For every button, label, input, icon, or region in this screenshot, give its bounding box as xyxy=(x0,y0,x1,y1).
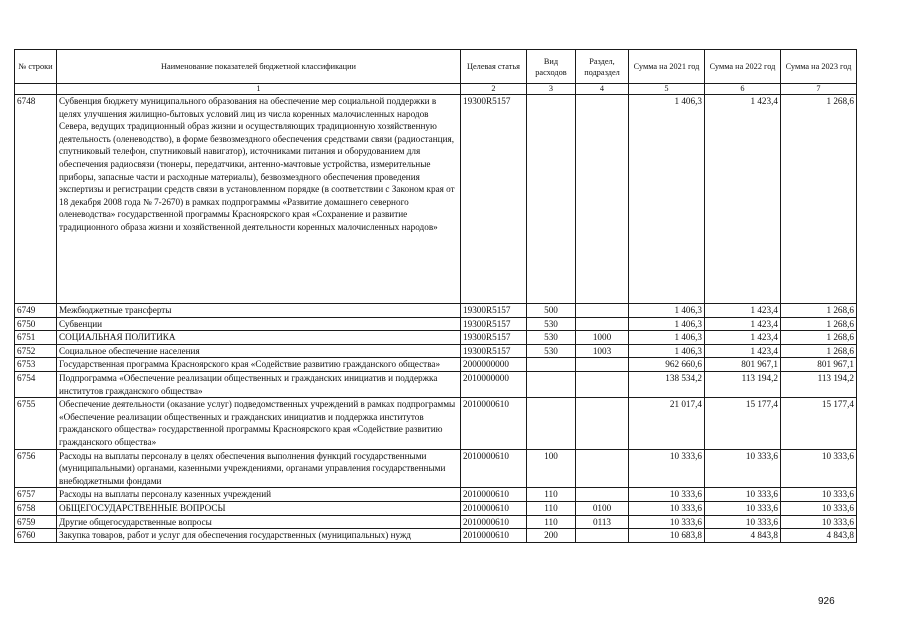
target-article-cell: 19300R5157 xyxy=(461,317,527,331)
indicator-name-cell: Межбюджетные трансферты xyxy=(57,304,461,318)
sum-2021-cell: 1 406,3 xyxy=(629,317,705,331)
sum-2021-cell: 1 406,3 xyxy=(629,344,705,358)
target-article-cell: 2010000000 xyxy=(461,371,527,397)
sum-2021-cell: 10 683,8 xyxy=(629,529,705,543)
column-number: 7 xyxy=(781,84,857,95)
indicator-name-cell: Обеспечение деятельности (оказание услуг) подведомственных учреждений в рамках подпрограммы «Обеспечение реализации общественных и гражданских инициатив и поддержка институтов гражданского общества» государственной программы Красноярского края «Содействие развитию гражданского общества» xyxy=(57,398,461,449)
sum-2023-cell: 4 843,8 xyxy=(781,529,857,543)
expense-type-cell: 530 xyxy=(527,344,576,358)
row-number-cell: 6760 xyxy=(15,529,57,543)
indicator-name-cell: Государственная программа Красноярского края «Содействие развитию гражданского общества» xyxy=(57,358,461,372)
indicator-name-cell: СОЦИАЛЬНАЯ ПОЛИТИКА xyxy=(57,331,461,345)
sum-2023-cell: 801 967,1 xyxy=(781,358,857,372)
sum-2022-cell: 801 967,1 xyxy=(705,358,781,372)
section-cell: 1003 xyxy=(576,344,629,358)
sum-2021-cell: 10 333,6 xyxy=(629,501,705,515)
section-cell xyxy=(576,304,629,318)
sum-2023-cell: 10 333,6 xyxy=(781,488,857,502)
page-number: 926 xyxy=(818,596,835,607)
row-number-cell: 6758 xyxy=(15,501,57,515)
column-number xyxy=(15,84,57,95)
header-name: Наименование показателей бюджетной классификации xyxy=(57,50,461,84)
target-article-cell: 2010000610 xyxy=(461,529,527,543)
section-cell xyxy=(576,95,629,304)
row-number-cell: 6755 xyxy=(15,398,57,449)
table-row xyxy=(15,344,857,358)
expense-type-cell: 530 xyxy=(527,331,576,345)
column-number: 4 xyxy=(576,84,629,95)
header-row-no: № строки xyxy=(15,50,57,84)
column-number: 3 xyxy=(527,84,576,95)
sum-2021-cell: 962 660,6 xyxy=(629,358,705,372)
table-row xyxy=(15,529,857,543)
column-number: 1 xyxy=(57,84,461,95)
row-number-cell: 6748 xyxy=(15,95,57,304)
target-article-cell: 19300R5157 xyxy=(461,95,527,304)
row-number-cell: 6751 xyxy=(15,331,57,345)
sum-2023-cell: 10 333,6 xyxy=(781,515,857,529)
budget-table xyxy=(14,49,857,543)
sum-2022-cell: 10 333,6 xyxy=(705,449,781,488)
expense-type-cell xyxy=(527,398,576,449)
section-cell xyxy=(576,398,629,449)
row-number-cell: 6757 xyxy=(15,488,57,502)
target-article-cell: 19300R5157 xyxy=(461,344,527,358)
header-sum-2021: Сумма на 2021 год xyxy=(629,50,705,84)
target-article-cell: 2010000610 xyxy=(461,488,527,502)
section-cell xyxy=(576,317,629,331)
sum-2023-cell: 1 268,6 xyxy=(781,304,857,318)
header-sum-2022: Сумма на 2022 год xyxy=(705,50,781,84)
sum-2023-cell: 113 194,2 xyxy=(781,371,857,397)
row-number-cell: 6752 xyxy=(15,344,57,358)
header-sum-2023: Сумма на 2023 год xyxy=(781,50,857,84)
indicator-name-cell: Социальное обеспечение населения xyxy=(57,344,461,358)
indicator-name-cell: Другие общегосударственные вопросы xyxy=(57,515,461,529)
sum-2021-cell: 10 333,6 xyxy=(629,449,705,488)
expense-type-cell: 530 xyxy=(527,317,576,331)
column-number: 5 xyxy=(629,84,705,95)
sum-2023-cell: 10 333,6 xyxy=(781,501,857,515)
indicator-name-cell: Субвенция бюджету муниципального образования на обеспечение мер социальной поддержки в целях улучшения жилищно-бытовых условий лиц из числа коренных малочисленных народов Севера, ведущих традиционный образ жизни и осуществляющих традиционную хозяйственную деятельность (оленеводство), в форме безвозмездного обеспечения средствами связи (радиостанция, спутниковый телефон, спутниковый навигатор), источниками питания и оборудованием для обеспечения радиосвязи (тюнеры, передатчики, антенно-мачтовые устройства, измерительные приборы, запасные части и расходные материалы), безвозмездного обеспечения проведения экспертизы и регистрации средств связи в установленном порядке (в соответствии с Законом края от 18 декабря 2008 года № 7-2670) в рамках подпрограммы «Развитие домашнего северного оленеводства» государственной программы Красноярского края «Сохранение и развитие традиционного образа жизни и хозяйственной деятельности коренных малочисленных народов» xyxy=(57,95,461,304)
indicator-name-cell: Расходы на выплаты персоналу в целях обеспечения выполнения функций государственными (муниципальными) органами, казенными учреждениями, органами управления государственными внебюджетными фондами xyxy=(57,449,461,488)
expense-type-cell xyxy=(527,95,576,304)
row-number-cell: 6759 xyxy=(15,515,57,529)
section-cell xyxy=(576,488,629,502)
row-number-cell: 6756 xyxy=(15,449,57,488)
sum-2022-cell: 1 423,4 xyxy=(705,331,781,345)
sum-2023-cell: 10 333,6 xyxy=(781,449,857,488)
target-article-cell: 2010000610 xyxy=(461,501,527,515)
sum-2021-cell: 21 017,4 xyxy=(629,398,705,449)
table-row xyxy=(15,304,857,318)
table-row xyxy=(15,515,857,529)
row-number-cell: 6750 xyxy=(15,317,57,331)
indicator-name-cell: Подпрограмма «Обеспечение реализации общественных и гражданских инициатив и поддержка институтов гражданского общества» xyxy=(57,371,461,397)
sum-2021-cell: 1 406,3 xyxy=(629,331,705,345)
expense-type-cell xyxy=(527,371,576,397)
indicator-name-cell: Закупка товаров, работ и услуг для обеспечения государственных (муниципальных) нужд xyxy=(57,529,461,543)
row-number-cell: 6749 xyxy=(15,304,57,318)
sum-2022-cell: 1 423,4 xyxy=(705,304,781,318)
sum-2022-cell: 10 333,6 xyxy=(705,488,781,502)
sum-2021-cell: 1 406,3 xyxy=(629,304,705,318)
target-article-cell: 2010000610 xyxy=(461,515,527,529)
table-body xyxy=(15,95,857,543)
table-row xyxy=(15,331,857,345)
sum-2022-cell: 1 423,4 xyxy=(705,344,781,358)
section-cell: 0113 xyxy=(576,515,629,529)
header-expense-type: Вид расходов xyxy=(527,50,576,84)
indicator-name-cell: Расходы на выплаты персоналу казенных учреждений xyxy=(57,488,461,502)
expense-type-cell: 110 xyxy=(527,488,576,502)
sum-2023-cell: 1 268,6 xyxy=(781,344,857,358)
column-number-row xyxy=(15,84,857,95)
sum-2023-cell: 1 268,6 xyxy=(781,331,857,345)
sum-2022-cell: 10 333,6 xyxy=(705,501,781,515)
table-row xyxy=(15,501,857,515)
section-cell: 0100 xyxy=(576,501,629,515)
sum-2022-cell: 15 177,4 xyxy=(705,398,781,449)
indicator-name-cell: Субвенции xyxy=(57,317,461,331)
sum-2022-cell: 1 423,4 xyxy=(705,317,781,331)
table-row xyxy=(15,95,857,304)
header-target-article: Целевая статья xyxy=(461,50,527,84)
sum-2023-cell: 1 268,6 xyxy=(781,317,857,331)
column-number: 2 xyxy=(461,84,527,95)
target-article-cell: 2010000610 xyxy=(461,398,527,449)
section-cell xyxy=(576,371,629,397)
target-article-cell: 19300R5157 xyxy=(461,331,527,345)
target-article-cell: 2010000610 xyxy=(461,449,527,488)
target-article-cell: 2000000000 xyxy=(461,358,527,372)
expense-type-cell: 110 xyxy=(527,501,576,515)
sum-2022-cell: 4 843,8 xyxy=(705,529,781,543)
header-row xyxy=(15,50,857,84)
row-number-cell: 6754 xyxy=(15,371,57,397)
expense-type-cell: 100 xyxy=(527,449,576,488)
sum-2022-cell: 113 194,2 xyxy=(705,371,781,397)
sum-2021-cell: 10 333,6 xyxy=(629,488,705,502)
table-row xyxy=(15,317,857,331)
section-cell xyxy=(576,358,629,372)
table-row xyxy=(15,488,857,502)
row-number-cell: 6753 xyxy=(15,358,57,372)
table-row xyxy=(15,398,857,449)
indicator-name-cell: ОБЩЕГОСУДАРСТВЕННЫЕ ВОПРОСЫ xyxy=(57,501,461,515)
table-row xyxy=(15,449,857,488)
table-row xyxy=(15,371,857,397)
section-cell xyxy=(576,529,629,543)
sum-2021-cell: 138 534,2 xyxy=(629,371,705,397)
expense-type-cell: 110 xyxy=(527,515,576,529)
section-cell: 1000 xyxy=(576,331,629,345)
sum-2023-cell: 15 177,4 xyxy=(781,398,857,449)
table-row xyxy=(15,358,857,372)
sum-2022-cell: 1 423,4 xyxy=(705,95,781,304)
expense-type-cell: 500 xyxy=(527,304,576,318)
expense-type-cell: 200 xyxy=(527,529,576,543)
expense-type-cell xyxy=(527,358,576,372)
section-cell xyxy=(576,449,629,488)
sum-2021-cell: 1 406,3 xyxy=(629,95,705,304)
target-article-cell: 19300R5157 xyxy=(461,304,527,318)
sum-2021-cell: 10 333,6 xyxy=(629,515,705,529)
header-section: Раздел, подраздел xyxy=(576,50,629,84)
sum-2022-cell: 10 333,6 xyxy=(705,515,781,529)
sum-2023-cell: 1 268,6 xyxy=(781,95,857,304)
column-number: 6 xyxy=(705,84,781,95)
